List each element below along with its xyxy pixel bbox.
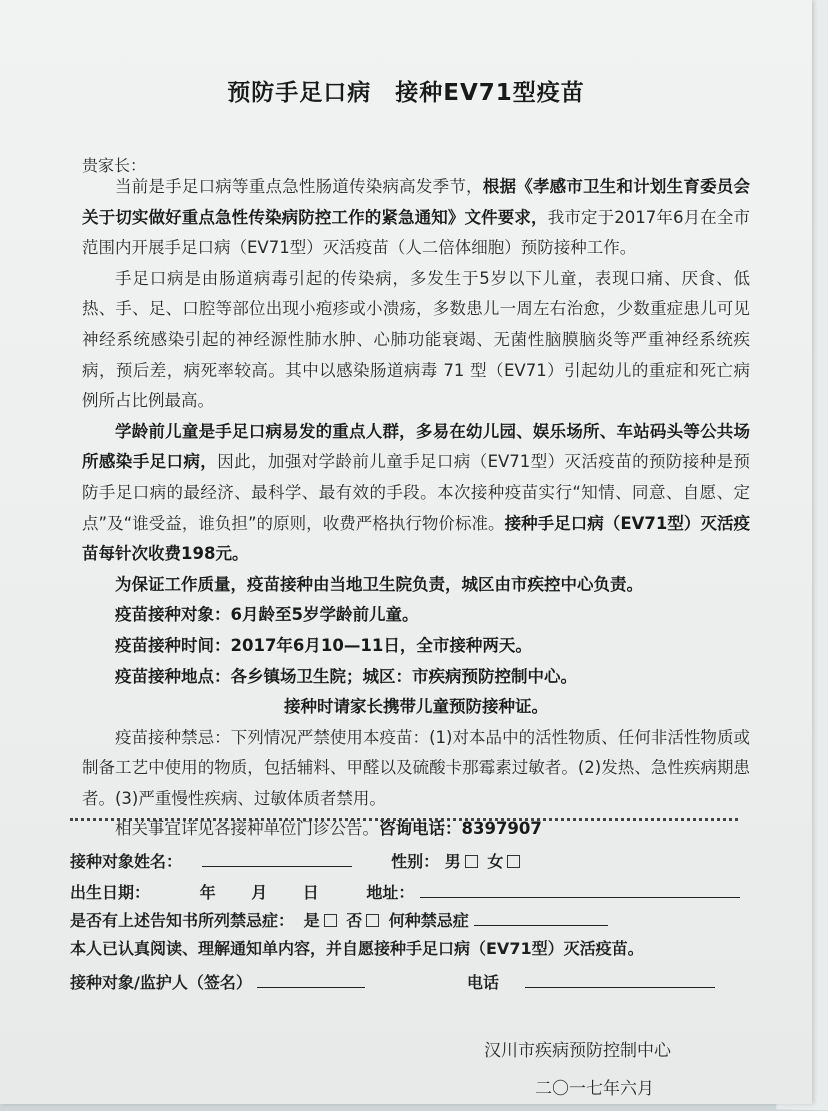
no-checkbox[interactable] xyxy=(366,914,379,927)
paragraph-vaccine-location: 疫苗接种地点：各乡镇场卫生院；城区：市疾病预防控制中心。 xyxy=(115,666,577,686)
form-row-signature xyxy=(70,970,715,993)
day-label: 日 xyxy=(302,883,319,902)
paragraph-vaccine-target: 疫苗接种对象：6月龄至5岁学龄前儿童。 xyxy=(115,605,419,625)
issue-date: 二〇一七年六月 xyxy=(535,1079,654,1099)
phone-label: 电话 xyxy=(467,973,500,992)
paragraph-bring-certificate: 接种时请家长携带儿童预防接种证。 xyxy=(284,697,548,717)
form-row-dob xyxy=(70,880,740,903)
male-checkbox[interactable] xyxy=(465,855,478,868)
address-field[interactable] xyxy=(420,881,740,898)
female-label: 女 xyxy=(487,852,504,871)
target-text: 因此，加强对学龄前儿童手足口病（EV71型）灭活疫苗的预防接种是预防手足口病的最经济、最科学、最有效的手段。本次接种疫苗实行“知情、同意、自愿、定点”及“谁受益，谁负担”的原则，收费严格执行物价标准。 xyxy=(82,452,750,533)
page-title: 预防手足口病 接种EV71型疫苗 xyxy=(227,80,585,106)
year-label: 年 xyxy=(199,883,216,902)
name-field[interactable] xyxy=(202,850,352,867)
dob-label: 出生日期： xyxy=(70,883,151,902)
greeting: 贵家长： xyxy=(82,156,147,175)
address-label: 地址： xyxy=(366,883,415,902)
paragraph-disease: 手足口病是由肠道病毒引起的传染病，多发生于5岁以下儿童，表现口痛、厌食、低热、手、足、口腔等部位出现小疱疹或小溃疡，多数患儿一周左右治愈，少数重症患儿可见神经系统感染引起的神经源性肺水肿、心肺功能衰竭、无菌性脑膜脑炎等严重神经系统疾病，预后差，病死率较高。其中以感染肠道病毒 71 型（EV71）引起幼儿的重症和死亡病例所占比例最高。 xyxy=(82,268,750,411)
no-label: 否 xyxy=(346,911,363,930)
paragraph-vaccine-time: 疫苗接种时间：2017年6月10—11日，全市接种两天。 xyxy=(115,635,532,655)
gender-label: 性别： xyxy=(391,852,440,871)
paragraph-target-group xyxy=(82,417,750,570)
signature-field[interactable] xyxy=(257,971,365,988)
phone-field[interactable] xyxy=(525,971,715,988)
male-label: 男 xyxy=(444,852,461,871)
contraindication-label: 是否有上述告知书所列禁忌症： xyxy=(70,911,295,930)
paragraph-responsibility: 为保证工作质量，疫苗接种由当地卫生院负责，城区由市疾控中心负责。 xyxy=(115,574,643,594)
yes-label: 是 xyxy=(303,911,320,930)
target-bold-text: 学龄前儿童是手足口病易发的重点人群，多易在幼儿园、娱乐场所、车站码头等公共场所感染手足口病， xyxy=(82,421,750,472)
yes-checkbox[interactable] xyxy=(324,914,337,927)
contraindication-field[interactable] xyxy=(474,909,608,926)
fee-text: 接种手足口病（EV71型）灭活疫苗每针次收费198元。 xyxy=(82,513,750,564)
female-checkbox[interactable] xyxy=(507,855,520,868)
intro-text-end: 我市定于2017年6月在全市范围内开展手足口病（EV71型）灭活疫苗（人二倍体细胞）预防接种工作。 xyxy=(82,207,750,258)
intro-text: 当前是手足口病等重点急性肠道传染病高发季节， xyxy=(115,177,483,196)
dotted-separator xyxy=(70,818,738,821)
issuing-organization: 汉川市疾病预防控制中心 xyxy=(484,1041,671,1061)
intro-bold-text: 根据《孝感市卫生和计划生育委员会关于切实做好重点急性传染病防控工作的紧急通知》文件要求， xyxy=(82,177,751,227)
notice-body xyxy=(82,172,750,845)
paragraph-intro xyxy=(82,172,750,264)
name-label: 接种对象姓名： xyxy=(70,852,183,871)
signature-label: 接种对象/监护人（签名） xyxy=(70,973,252,992)
consent-statement: 本人已认真阅读、理解通知单内容，并自愿接种手足口病（EV71型）灭活疫苗。 xyxy=(70,939,644,958)
contact-text: 相关事宜详见各接种单位门诊公告。 xyxy=(115,819,379,839)
contact-phone: 咨询电话：8397907 xyxy=(379,819,542,839)
form-row-name xyxy=(70,849,524,872)
form-row-contraindication xyxy=(70,908,608,931)
month-label: 月 xyxy=(251,883,268,902)
paragraph-contraindications: 疫苗接种禁忌：下列情况严禁使用本疫苗：(1)对本品中的活性物质、任何非活性物质或制备工艺中使用的物质，包括辅料、甲醛以及硫酸卡那霉素过敏者。(2)发热、急性疾病期患者。(3)严重慢性疾病、过敏体质者禁用。 xyxy=(82,727,750,808)
which-label: 何种禁忌症 xyxy=(388,911,469,930)
